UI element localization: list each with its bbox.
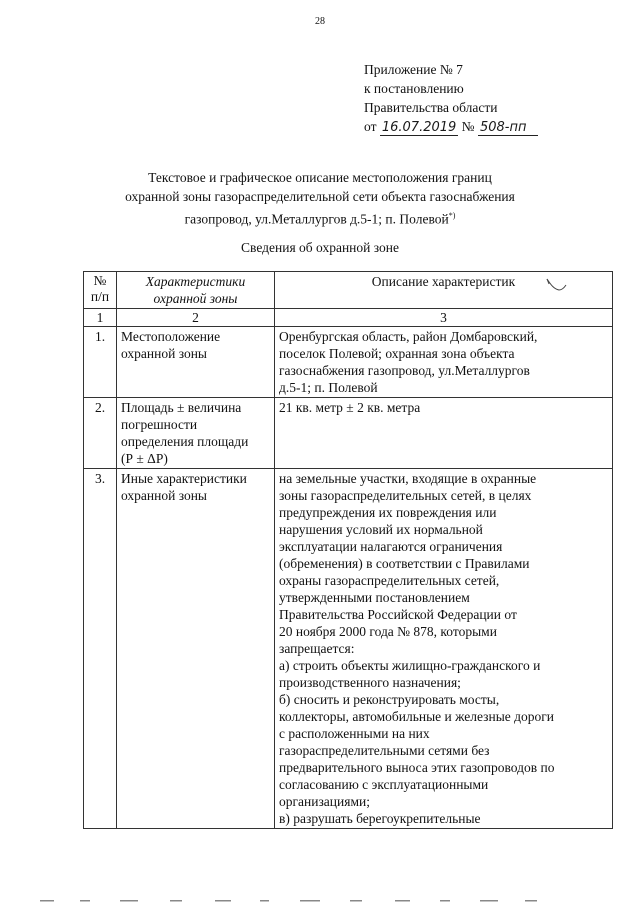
header-description [275, 272, 613, 309]
characteristic-line: Местоположение [121, 329, 221, 344]
characteristic-line: погрешности [121, 417, 198, 432]
description-line: в) разрушать берегоукрепительные [279, 811, 481, 826]
characteristic-line: Площадь ± величина [121, 400, 242, 415]
description-line: предупреждения их повреждения или [279, 505, 497, 520]
row-description [275, 327, 613, 398]
index-cell: 3 [275, 309, 613, 327]
description-line: запрещается: [279, 641, 355, 656]
title-line-2: охранной зоны газораспределительной сети объекта газоснабжения [125, 189, 515, 204]
description-line: Правительства Российской Федерации от [279, 607, 517, 622]
footnote-mark: *) [448, 211, 456, 220]
row-number: 2. [84, 398, 117, 469]
description-line: с расположенными на них [279, 726, 430, 741]
description-line: утвержденными постановлением [279, 590, 470, 605]
description-line: б) сносить и реконструировать мосты, [279, 692, 500, 707]
description-line: зоны газораспределительных сетей, в целях [279, 488, 532, 503]
zone-table [83, 271, 613, 829]
row-number: 3. [84, 469, 117, 829]
appendix-line-1: Приложение № 7 [364, 62, 463, 77]
characteristic-line: охранной зоны [121, 346, 208, 361]
document-title [0, 168, 640, 229]
description-line: (обременения) в соответствии с Правилами [279, 556, 530, 571]
table-row [84, 327, 613, 398]
row-description [275, 469, 613, 829]
header-num-line-1: № [93, 273, 107, 288]
table-row [84, 469, 613, 829]
row-number: 1. [84, 327, 117, 398]
description-line: газоснабжения газопровод, ул.Металлургов [279, 363, 530, 378]
title-line-3 [0, 206, 640, 229]
characteristic-line: охранной зоны [121, 488, 208, 503]
header-num [84, 272, 117, 309]
index-cell: 1 [84, 309, 117, 327]
number-prefix: № [461, 119, 475, 134]
header-char-line-1: Характеристики [145, 274, 246, 289]
header-char-line-2: охранной зоны [153, 291, 238, 306]
date-prefix: от [364, 119, 377, 134]
table-index-row [84, 309, 613, 327]
description-line: а) строить объекты жилищно-гражданского и [279, 658, 541, 673]
description-line: 21 кв. метр ± 2 кв. метра [279, 400, 421, 415]
description-line: предварительного выноса этих газопроводов по [279, 760, 555, 775]
description-line: производственного назначения; [279, 675, 461, 690]
description-line: эксплуатации налагаются ограничения [279, 539, 503, 554]
description-line: газораспределительными сетями без [279, 743, 490, 758]
scan-edge-marks [0, 897, 640, 905]
description-line: д.5-1; п. Полевой [279, 380, 378, 395]
characteristic-line: Иные характеристики [121, 471, 247, 486]
description-line: поселок Полевой; охранная зона объекта [279, 346, 515, 361]
title-line-3-text: газопровод, ул.Металлургов д.5-1; п. Полевой [184, 211, 449, 227]
description-line: 20 ноября 2000 года № 878, которыми [279, 624, 497, 639]
description-line: Оренбургская область, район Домбаровский, [279, 329, 538, 344]
description-line: согласованию с эксплуатационными [279, 777, 489, 792]
description-line: на земельные участки, входящие в охранные [279, 471, 537, 486]
date-value: 16.07.2019 [381, 120, 457, 135]
description-line: организациями; [279, 794, 370, 809]
header-desc-text: Описание характеристик [371, 274, 516, 289]
characteristic-line: (Р ± ΔР) [121, 451, 168, 466]
section-subtitle: Сведения об охранной зоне [241, 240, 399, 255]
description-line: охраны газораспределительных сетей, [279, 573, 500, 588]
appendix-line-2: к постановлению [364, 81, 464, 96]
index-cell: 2 [117, 309, 275, 327]
table-row [84, 398, 613, 469]
appendix-line-3: Правительства области [364, 100, 498, 115]
row-characteristic [117, 327, 275, 398]
row-description [275, 398, 613, 469]
appendix-block [364, 60, 538, 136]
characteristic-line: определения площади [121, 434, 249, 449]
header-num-line-2: п/п [90, 289, 110, 304]
page-number: 28 [315, 16, 325, 27]
table-header-row [84, 272, 613, 309]
header-characteristic [117, 272, 275, 309]
number-value: 508-пп [478, 121, 538, 136]
description-line: нарушения условий их нормальной [279, 522, 483, 537]
title-line-1: Текстовое и графическое описание местоположения границ [148, 170, 492, 185]
row-characteristic [117, 469, 275, 829]
appendix-date-line [364, 117, 538, 136]
row-characteristic [117, 398, 275, 469]
description-line: коллекторы, автомобильные и железные дороги [279, 709, 555, 724]
